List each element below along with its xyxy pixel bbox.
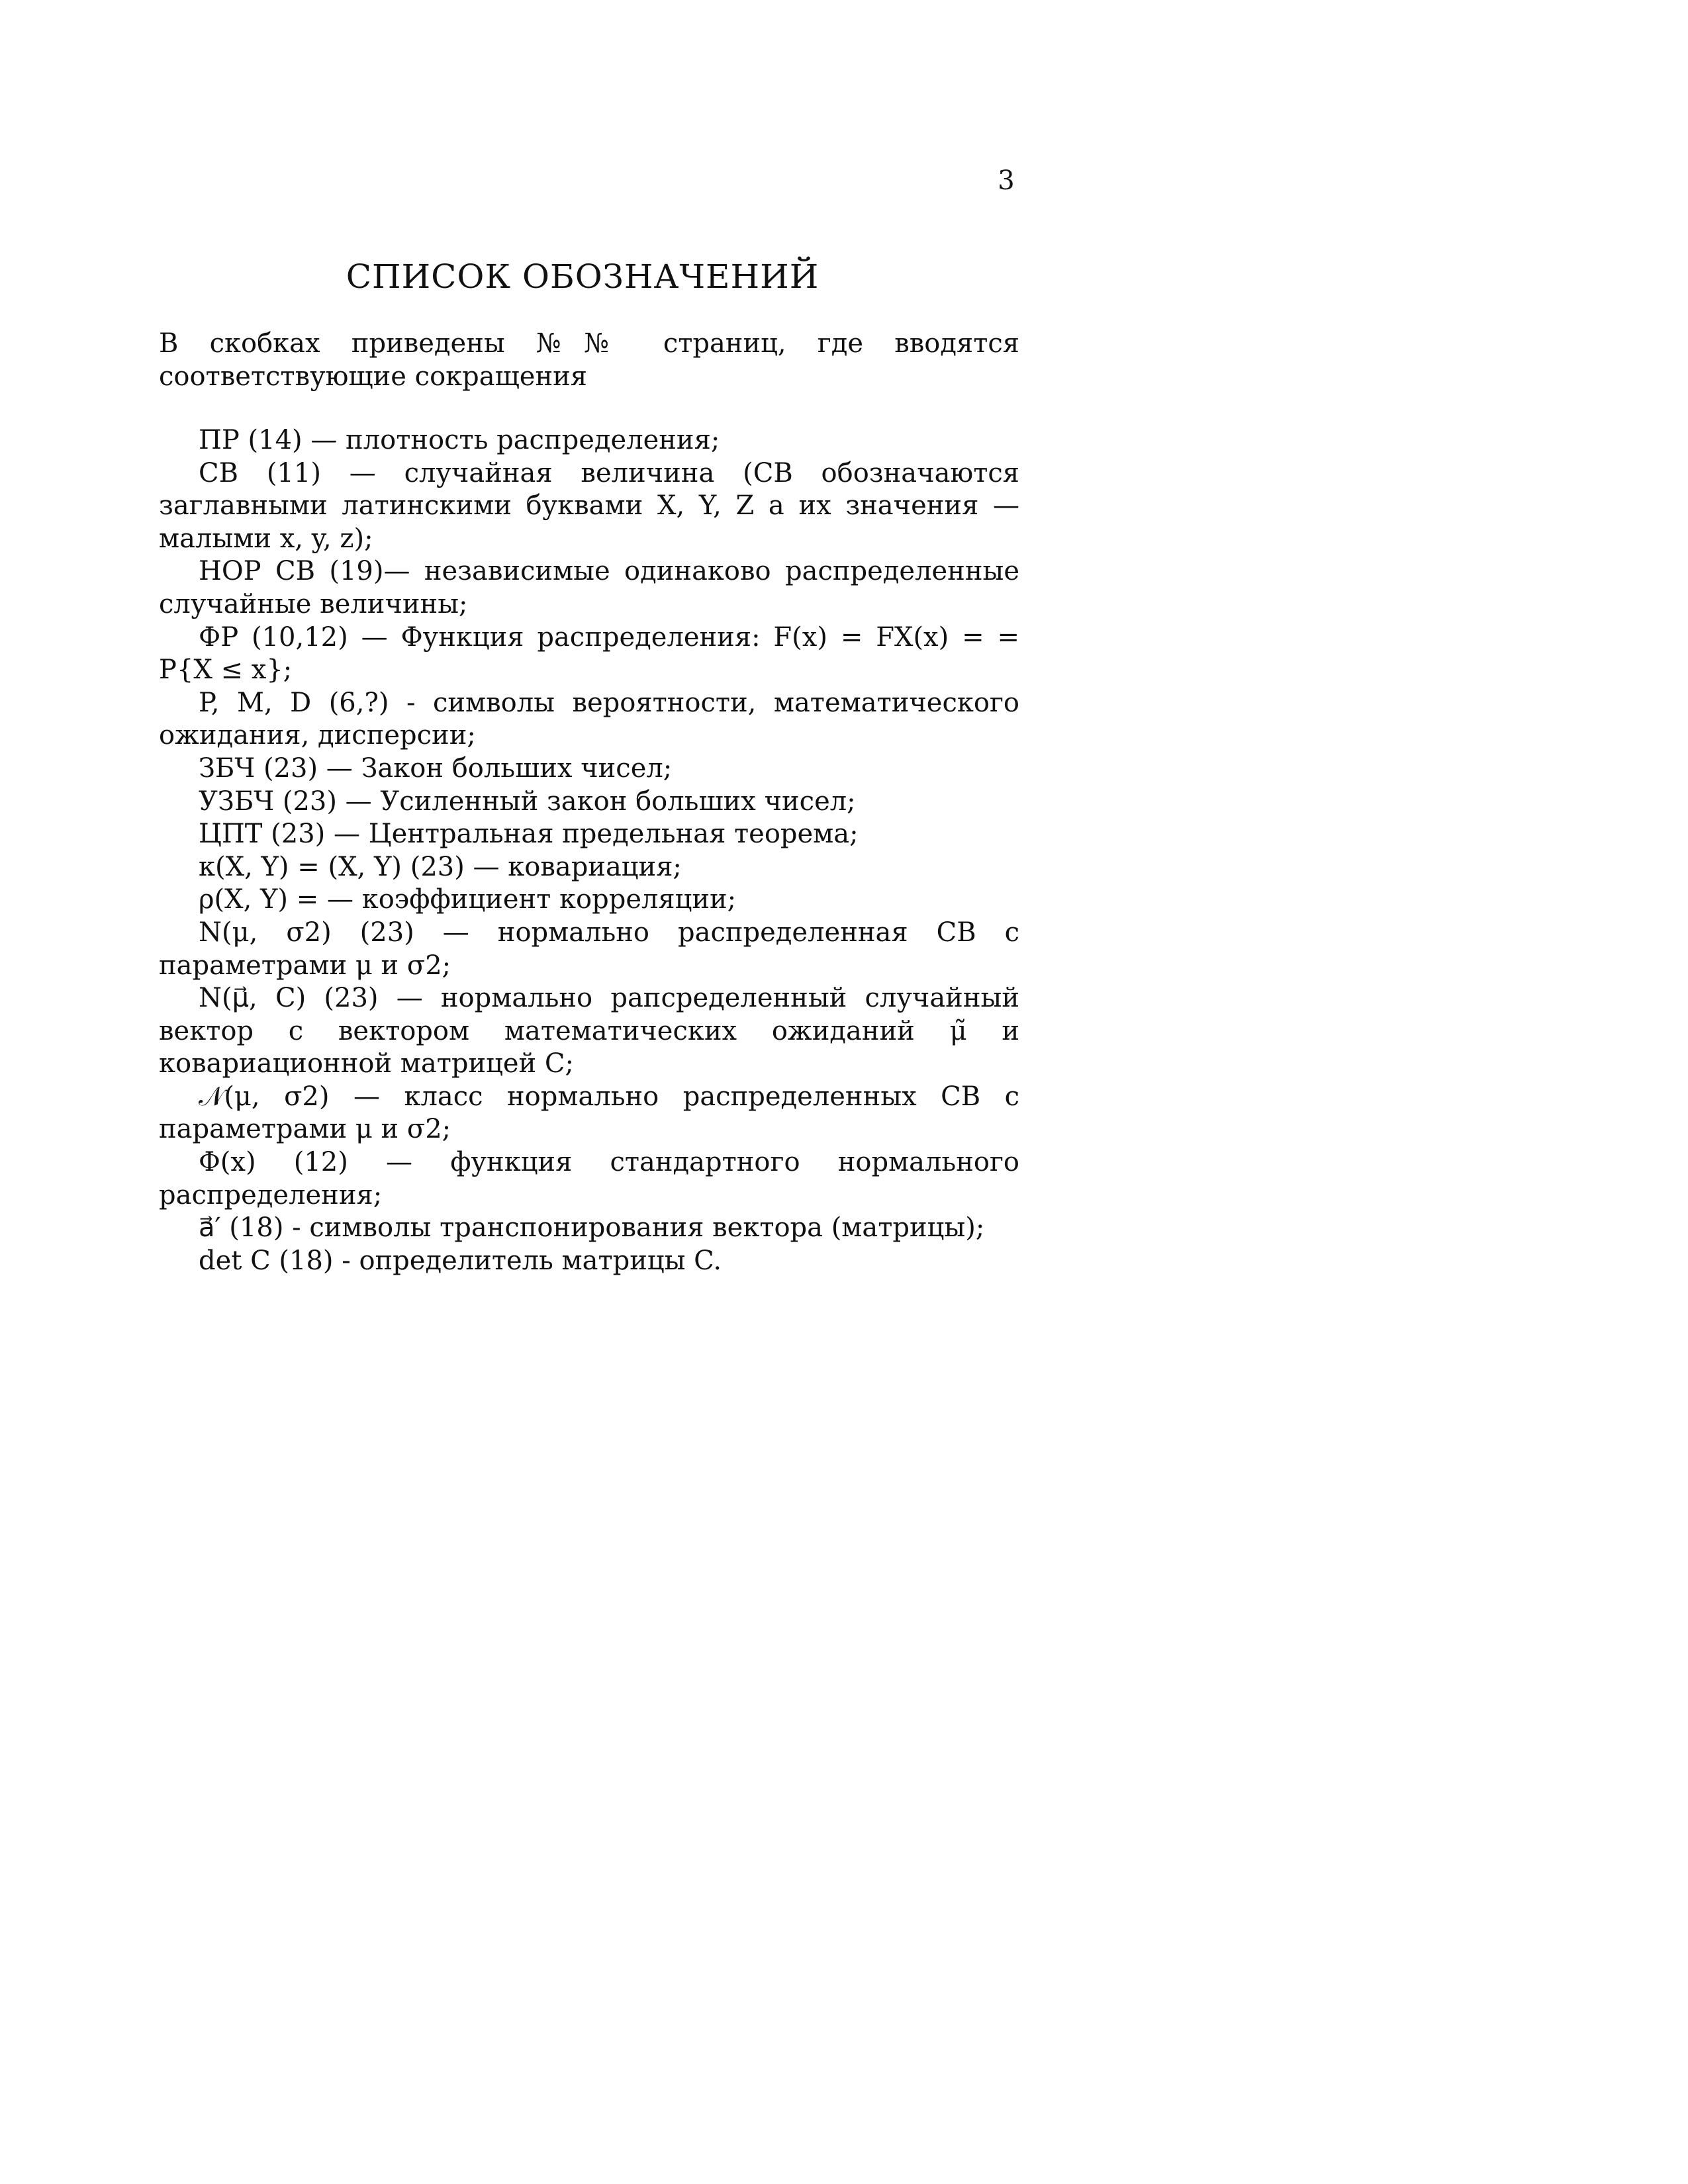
- notation-entry: ЦПТ (23) — Центральная предельная теорема;: [199, 819, 859, 850]
- notation-entry: N(μ⃗, C) (23) — нормально рапсределенный случайный вектор с вектором математических ожиданий μ̃ и ковариационной матрицей C;: [159, 983, 1019, 1079]
- notation-entry: НОР СВ (19)— независимые одинаково распределенные случайные величины;: [159, 556, 1019, 619]
- notation-entry: ПР (14) — плотность распределения;: [199, 425, 720, 455]
- page-number: 3: [998, 165, 1015, 196]
- notation-entry: ЗБЧ (23) — Закон больших чисел;: [199, 752, 673, 784]
- intro-paragraph: В скобках приведены №№ страниц, где вводятся соответствующие сокращения: [159, 328, 1019, 392]
- notation-entry: СВ (11) — случайная величина (СВ обозначаются заглавными латинскими буквами X, Y, Z а их значения — малыми x, y, z);: [159, 457, 1019, 554]
- notation-entry: N(μ, σ2) (23) — нормально распределенная СВ с параметрами μ и σ2;: [159, 917, 1019, 981]
- notation-entry: ФР (10,12) — Функция распределения: F(x) = FX(x) = = P{X ≤ x};: [159, 621, 1019, 686]
- notation-entry: Φ(x) (12) — функция стандартного нормального распределения;: [159, 1147, 1019, 1210]
- notation-entry: УЗБЧ (23) — Усиленный закон больших чисел;: [199, 786, 856, 817]
- notation-list: [159, 424, 1019, 1277]
- notation-entry: P, M, D (6,?) - символы вероятности, математического ожидания, дисперсии;: [159, 687, 1019, 751]
- notation-entry: ρ(X, Y) = — коэффициент корреляции;: [199, 884, 737, 915]
- page-title: СПИСОК ОБОЗНАЧЕНИЙ: [346, 257, 820, 296]
- notation-entry: κ(X, Y) = (X, Y) (23) — ковариация;: [199, 851, 682, 882]
- notation-entry: 𝒩(μ, σ2) — класс нормально распределенных СВ с параметрами μ и σ2;: [159, 1081, 1019, 1145]
- notation-entry: a⃗′ (18) - символы транспонирования вектора (матрицы);: [199, 1212, 985, 1244]
- notation-entry: det C (18) - определитель матрицы C.: [199, 1245, 722, 1276]
